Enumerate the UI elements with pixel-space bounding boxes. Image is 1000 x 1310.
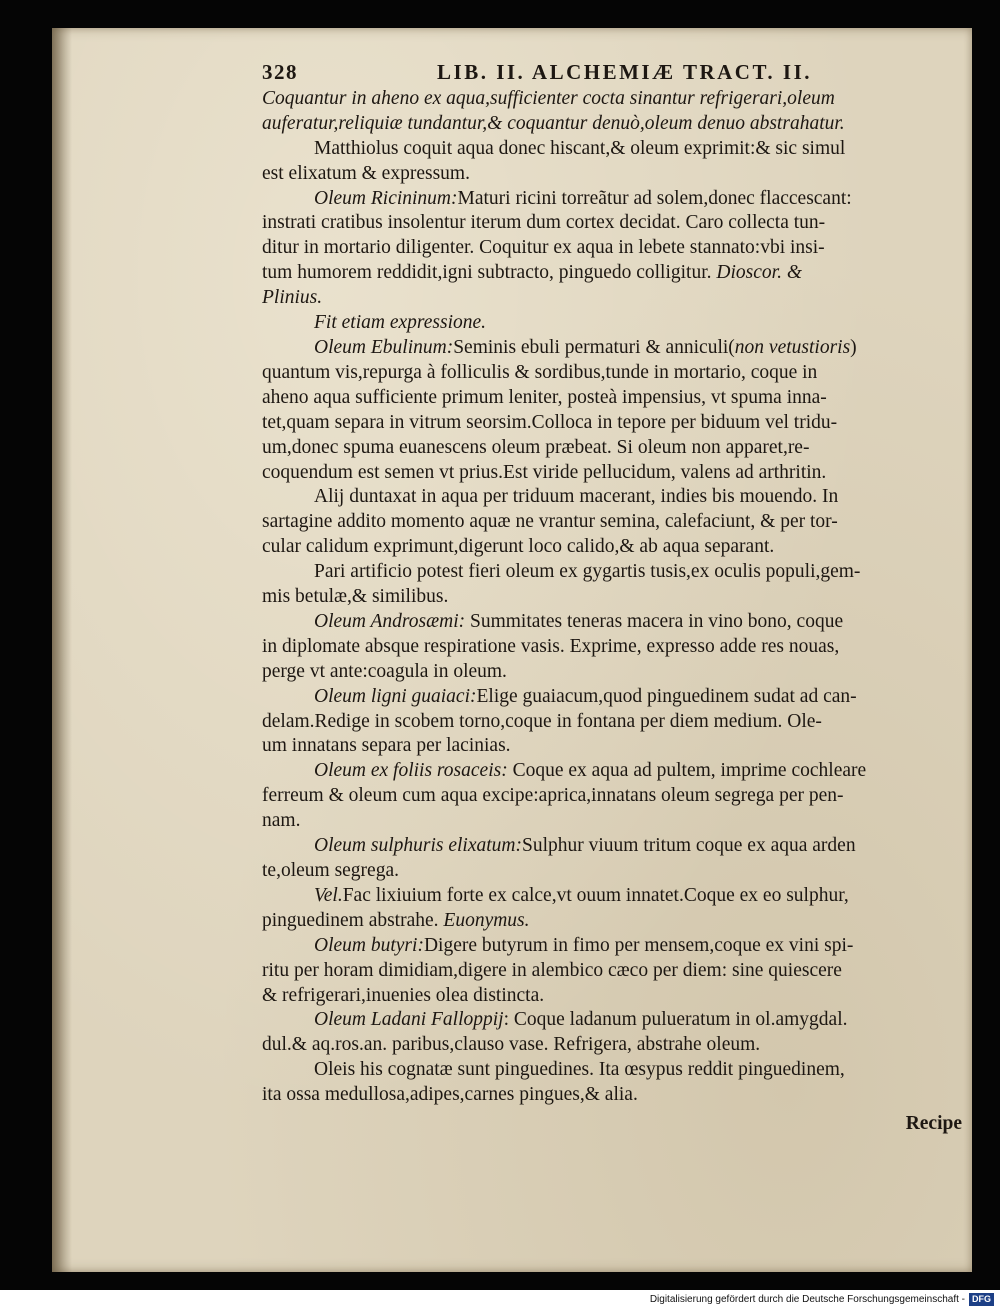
text-segment: pinguedinem abstrahe. bbox=[262, 909, 444, 931]
italic-text-segment: Oleum ex foliis rosaceis: bbox=[314, 760, 508, 782]
text-line bbox=[262, 361, 962, 386]
running-title: LIB. II. ALCHEMIÆ TRACT. II. bbox=[437, 60, 812, 84]
text-segment: ritu per horam dimidiam,digere in alembico cæco per diem: sine quiescere bbox=[262, 959, 842, 981]
text-line bbox=[262, 585, 962, 610]
dfg-logo: DFG bbox=[969, 1293, 994, 1306]
text-segment: delam.Redige in scobem torno,coque in fontana per diem medium. Ole- bbox=[262, 710, 822, 732]
text-line bbox=[262, 784, 962, 809]
text-segment: sartagine addito momento aquæ ne vrantur semina, calefaciunt, & per tor- bbox=[262, 511, 838, 533]
page-text bbox=[262, 60, 962, 1137]
text-segment: aheno aqua sufficiente primum leniter, posteà impensius, vt spuma inna- bbox=[262, 386, 827, 408]
text-segment: mis betulæ,& similibus. bbox=[262, 586, 449, 608]
italic-text-segment: Oleum butyri: bbox=[314, 934, 424, 956]
text-line bbox=[262, 187, 962, 212]
italic-text-segment: Oleum ligni guaiaci: bbox=[314, 685, 477, 707]
text-segment: coquendum est semen vt prius.Est viride pellucidum, valens ad arthritin. bbox=[262, 461, 827, 483]
text-line bbox=[262, 461, 962, 486]
italic-text-segment: Fit etiam expressione. bbox=[314, 312, 487, 334]
text-line bbox=[262, 884, 962, 909]
text-segment: Maturi ricini torreãtur ad solem,donec flaccescant: bbox=[457, 187, 852, 209]
text-segment: quantum vis,repurga à folliculis & sordibus,tunde in mortario, coque in bbox=[262, 361, 818, 383]
text-segment: Elige guaiacum,quod pinguedinem sudat ad can- bbox=[476, 685, 857, 707]
italic-text-segment: Dioscor. & bbox=[716, 262, 802, 284]
text-segment: ferreum & oleum cum aqua excipe:aprica,innatans oleum segrega per pen- bbox=[262, 785, 844, 807]
text-segment: Pari artificio potest fieri oleum ex gygartis tusis,ex oculis populi,gem- bbox=[314, 561, 861, 583]
text-line bbox=[262, 909, 962, 934]
text-line bbox=[262, 1008, 962, 1033]
body-lines bbox=[262, 87, 962, 1108]
text-line bbox=[262, 485, 962, 510]
italic-text-segment: Oleum Ebulinum: bbox=[314, 336, 454, 358]
text-segment: Sulphur viuum tritum coque ex aqua arden bbox=[521, 835, 856, 857]
text-line bbox=[262, 286, 962, 311]
text-line bbox=[262, 859, 962, 884]
digitization-footer bbox=[0, 1290, 1000, 1310]
text-line bbox=[262, 984, 962, 1009]
text-segment: instrati cratibus insolentur iterum dum cortex decidat. Caro collecta tun- bbox=[262, 212, 826, 234]
italic-text-segment: Oleum sulphuris elixatum: bbox=[314, 835, 522, 857]
text-segment: ditur in mortario diligenter. Coquitur ex aqua in lebete stannato:vbi insi- bbox=[262, 237, 825, 259]
text-line bbox=[262, 734, 962, 759]
text-line bbox=[262, 336, 962, 361]
text-segment: Seminis ebuli permaturi & anniculi( bbox=[453, 336, 735, 358]
text-segment: um innatans separa per lacinias. bbox=[262, 735, 511, 757]
text-line bbox=[262, 162, 962, 187]
text-line bbox=[262, 311, 962, 336]
text-segment: ) bbox=[850, 336, 857, 358]
text-segment: : Coque ladanum pulueratum in ol.amygdal. bbox=[503, 1009, 848, 1031]
page-number: 328 bbox=[262, 60, 298, 84]
text-line bbox=[262, 535, 962, 560]
text-line bbox=[262, 386, 962, 411]
text-segment: Digere butyrum in fimo per mensem,coque ex vini spi- bbox=[423, 934, 854, 956]
text-line bbox=[262, 411, 962, 436]
text-segment: est elixatum & expressum. bbox=[262, 162, 470, 184]
italic-text-segment: Vel. bbox=[314, 884, 343, 906]
text-line bbox=[262, 959, 962, 984]
text-line bbox=[262, 112, 962, 137]
text-segment: tum humorem reddidit,igni subtracto, pinguedo colligitur. bbox=[262, 262, 717, 284]
text-line bbox=[262, 1033, 962, 1058]
text-line bbox=[262, 710, 962, 735]
text-line bbox=[262, 1058, 962, 1083]
text-segment: cular calidum exprimunt,digerunt loco calido,& ab aqua separant. bbox=[262, 536, 775, 558]
text-line bbox=[262, 809, 962, 834]
text-line bbox=[262, 87, 962, 112]
text-segment: tet,quam separa in vitrum seorsim.Colloca in tepore per biduum vel tridu- bbox=[262, 411, 838, 433]
text-segment: Matthiolus coquit aqua donec hiscant,& oleum exprimit:& sic simul bbox=[314, 137, 846, 159]
italic-text-segment: Oleum Ricininum: bbox=[314, 187, 458, 209]
text-segment: um,donec spuma euanescens oleum præbeat. Si oleum non apparet,re- bbox=[262, 436, 810, 458]
footer-text: Digitalisierung gefördert durch die Deutsche Forschungsgemeinschaft - bbox=[649, 1294, 965, 1305]
text-segment: in diplomate absque respiratione vasis. Exprime, expresso adde res nouas, bbox=[262, 635, 840, 657]
catchword: Recipe bbox=[905, 1113, 962, 1135]
text-segment: Coque ex aqua ad pultem, imprime cochleare bbox=[507, 760, 867, 782]
italic-text-segment: Oleum Androsæmi: bbox=[314, 610, 466, 632]
text-line bbox=[262, 436, 962, 461]
text-segment: te,oleum segrega. bbox=[262, 860, 399, 881]
text-line bbox=[262, 560, 962, 585]
text-segment: Alij duntaxat in aqua per triduum macerant, indies bis mouendo. In bbox=[314, 486, 839, 508]
text-line bbox=[262, 635, 962, 660]
text-line bbox=[262, 934, 962, 959]
page-gutter-shadow bbox=[52, 28, 72, 1272]
text-line bbox=[262, 137, 962, 162]
text-line bbox=[262, 759, 962, 784]
text-line bbox=[262, 261, 962, 286]
text-segment: Oleis his cognatæ sunt pinguedines. Ita œsypus reddit pinguedinem, bbox=[314, 1059, 845, 1081]
italic-text-segment: Euonymus. bbox=[443, 909, 530, 931]
text-line bbox=[262, 610, 962, 635]
text-segment: dul.& aq.ros.an. paribus,clauso vase. Refrigera, abstrahe oleum. bbox=[262, 1034, 761, 1056]
italic-text-segment: Oleum Ladani Falloppij bbox=[314, 1009, 504, 1031]
italic-text-segment: Plinius. bbox=[262, 287, 323, 309]
text-line bbox=[262, 834, 962, 859]
italic-text-segment: auferatur,reliquiæ tundantur,& coquantur denuò,oleum denuo abstrahatur. bbox=[262, 112, 845, 134]
text-segment: ita ossa medullosa,adipes,carnes pingues,& alia. bbox=[262, 1084, 638, 1106]
text-line bbox=[262, 685, 962, 710]
text-segment: nam. bbox=[262, 810, 301, 832]
text-segment: Summitates teneras macera in vino bono, coque bbox=[465, 610, 844, 632]
text-line bbox=[262, 510, 962, 535]
text-segment: & refrigerari,inuenies olea distincta. bbox=[262, 984, 545, 1006]
text-line bbox=[262, 1083, 962, 1108]
text-line bbox=[262, 236, 962, 261]
italic-text-segment: Coquantur in aheno ex aqua,sufficienter cocta sinantur refrigerari,oleum bbox=[262, 87, 835, 109]
italic-text-segment: non vetustioris bbox=[734, 336, 851, 358]
text-segment: Fac lixiuium forte ex calce,vt ouum innatet.Coque ex eo sulphur, bbox=[342, 884, 849, 906]
text-segment: perge vt ante:coagula in oleum. bbox=[262, 660, 507, 682]
text-line bbox=[262, 660, 962, 685]
text-line bbox=[262, 211, 962, 236]
running-header bbox=[262, 60, 962, 85]
